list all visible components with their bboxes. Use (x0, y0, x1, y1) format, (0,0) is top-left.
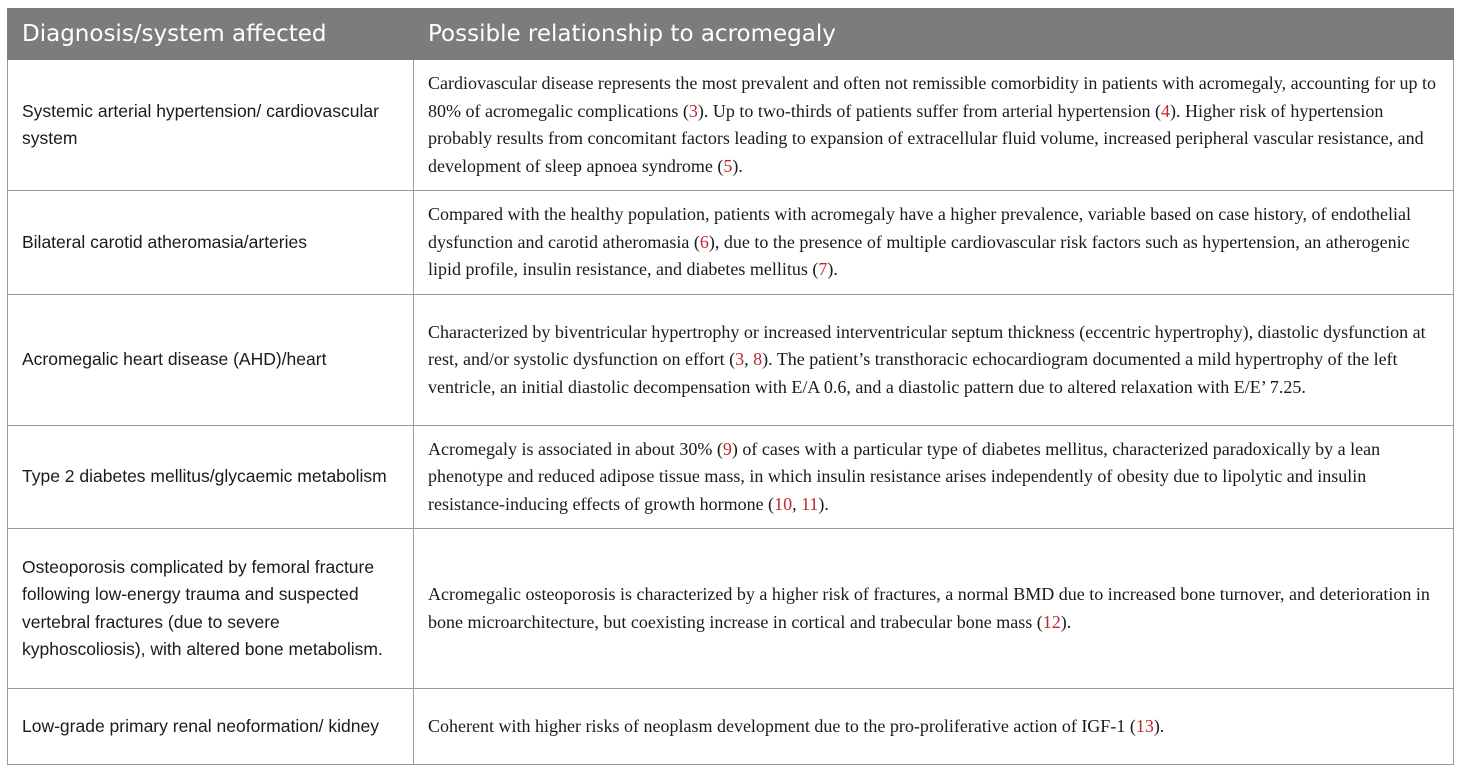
table-row (8, 191, 1454, 295)
reference-link[interactable]: 8 (753, 349, 763, 370)
table-row (8, 529, 1454, 689)
relationship-cell: Coherent with higher risks of neoplasm development due to the pro-proliferative action of IGF-1 (13). (414, 689, 1454, 765)
reference-link[interactable]: 3 (688, 100, 698, 121)
diagnosis-cell: Acromegalic heart disease (AHD)/heart (8, 295, 414, 426)
table-row (8, 295, 1454, 426)
diagnosis-cell: Systemic arterial hypertension/ cardiovascular system (8, 60, 414, 191)
comorbidity-table (7, 8, 1454, 765)
reference-link[interactable]: 7 (818, 259, 828, 280)
header-row (8, 9, 1454, 60)
reference-link[interactable]: 11 (801, 493, 819, 514)
reference-link[interactable]: 12 (1042, 611, 1061, 632)
reference-link[interactable]: 6 (699, 231, 709, 252)
table-row (8, 689, 1454, 765)
header-relationship: Possible relationship to acromegaly (414, 9, 1454, 60)
diagnosis-cell: Bilateral carotid atheromasia/arteries (8, 191, 414, 295)
reference-link[interactable]: 3 (735, 349, 745, 370)
diagnosis-cell: Low-grade primary renal neoformation/ kidney (8, 689, 414, 765)
table-row (8, 60, 1454, 191)
table-row (8, 426, 1454, 529)
relationship-cell: Acromegalic osteoporosis is characterized by a higher risk of fractures, a normal BMD due to increased bone turnover, and deterioration in bone microarchitecture, but coexisting increase in cortical and trabecular bone mass (12). (414, 529, 1454, 689)
header-diagnosis: Diagnosis/system affected (8, 9, 414, 60)
diagnosis-cell: Type 2 diabetes mellitus/glycaemic metabolism (8, 426, 414, 529)
diagnosis-cell: Osteoporosis complicated by femoral fracture following low-energy trauma and suspected vertebral fractures (due to severe kyphoscoliosis), with altered bone metabolism. (8, 529, 414, 689)
relationship-cell: Compared with the healthy population, patients with acromegaly have a higher prevalence, variable based on case history, of endothelial dysfunction and carotid atheromasia (6), due to the presence of multiple cardiovascular risk factors such as hypertension, an atherogenic lipid profile, insulin resistance, and diabetes mellitus (7). (414, 191, 1454, 295)
reference-link[interactable]: 10 (774, 493, 793, 514)
relationship-cell: Acromegaly is associated in about 30% (9) of cases with a particular type of diabetes mellitus, characterized paradoxically by a lean phenotype and reduced adipose tissue mass, in which insulin resistance arises independently of obesity due to lipolytic and insulin resistance-inducing effects of growth hormone (10, 11). (414, 426, 1454, 529)
reference-link[interactable]: 9 (722, 438, 732, 459)
relationship-cell: Characterized by biventricular hypertrophy or increased interventricular septum thickness (eccentric hypertrophy), diastolic dysfunction at rest, and/or systolic dysfunction on effort (3, 8). The patient’s transthoracic echocardiogram documented a mild hypertrophy of the left ventricle, an initial diastolic decompensation with E/A 0.6, and a diastolic pattern due to altered relaxation with E/E’ 7.25. (414, 295, 1454, 426)
relationship-cell: Cardiovascular disease represents the most prevalent and often not remissible comorbidity in patients with acromegaly, accounting for up to 80% of acromegalic complications (3). Up to two-thirds of patients suffer from arterial hypertension (4). Higher risk of hypertension probably results from concomitant factors leading to expansion of extracellular fluid volume, increased peripheral vascular resistance, and development of sleep apnoea syndrome (5). (414, 60, 1454, 191)
reference-link[interactable]: 4 (1160, 100, 1170, 121)
reference-link[interactable]: 13 (1135, 715, 1154, 736)
reference-link[interactable]: 5 (723, 155, 733, 176)
